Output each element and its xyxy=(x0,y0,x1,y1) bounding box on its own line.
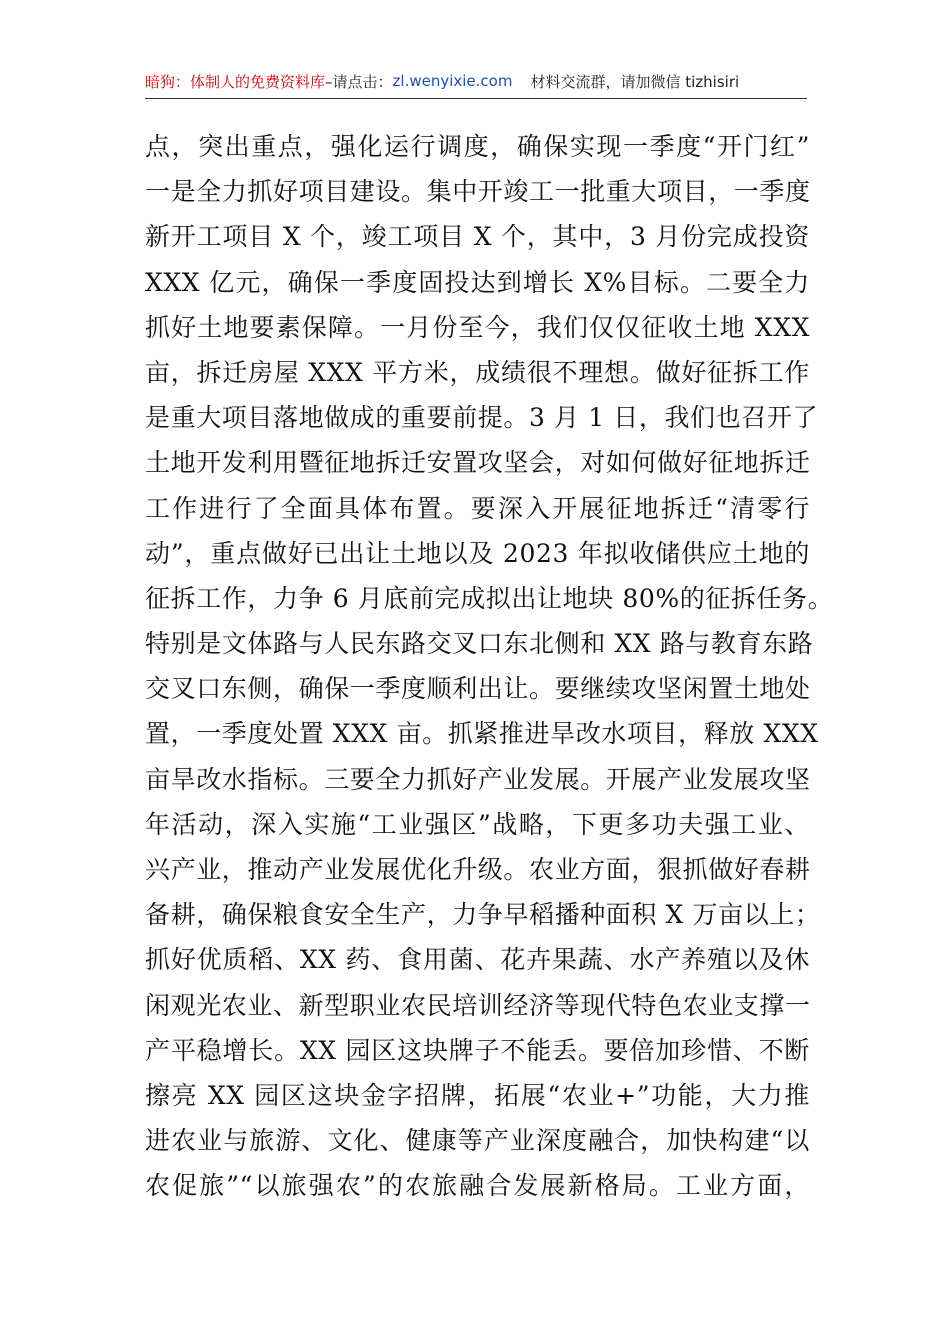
body-line: 新开工项目 X 个，竣工项目 X 个，其中，3 月份完成投资 xyxy=(145,222,810,252)
body-line: 亩，拆迁房屋 XXX 平方米，成绩很不理想。做好征拆工作 xyxy=(145,357,810,387)
site-url-link[interactable]: zl.wenyixie.com xyxy=(392,72,513,90)
body-line: 产平稳增长。XX 园区这块牌子不能丢。要倍加珍惜、不断 xyxy=(145,1035,810,1065)
document-body xyxy=(145,124,834,1209)
body-line: 抓好优质稻、XX 药、食用菌、花卉果蔬、水产养殖以及休 xyxy=(145,945,810,975)
body-line: 点，突出重点，强化运行调度，确保实现一季度“开门红” xyxy=(145,132,810,161)
body-line: 擦亮 XX 园区这块金字招牌，拓展“农业+”功能，大力推 xyxy=(145,1080,810,1110)
body-line: 交叉口东侧，确保一季度顺利出让。要继续攻坚闲置土地处 xyxy=(145,674,811,704)
body-line: XXX 亿元，确保一季度固投达到增长 X%目标。二要全力 xyxy=(145,267,810,297)
body-line: 一是全力抓好项目建设。集中开竣工一批重大项目，一季度 xyxy=(145,177,811,207)
body-line: 土地开发利用暨征地拆迁安置攻坚会，对如何做好征地拆迁 xyxy=(145,448,811,478)
body-line: 亩旱改水指标。三要全力抓好产业发展。开展产业发展攻坚 xyxy=(145,764,811,794)
body-line: 年活动，深入实施“工业强区”战略，下更多功夫强工业、 xyxy=(145,809,810,839)
click-prompt: –请点击： xyxy=(325,72,393,91)
body-line: 置，一季度处置 XXX 亩。抓紧推进旱改水项目，释放 XXX xyxy=(145,719,819,749)
body-line: 农促旅”“以旅强农”的农旅融合发展新格局。工业方面， xyxy=(145,1171,810,1201)
body-line: 进农业与旅游、文化、健康等产业深度融合，加快构建“以 xyxy=(145,1126,810,1156)
body-line: 动”，重点做好已出让土地以及 2023 年拟收储供应土地的 xyxy=(145,538,810,568)
body-line: 特别是文体路与人民东路交叉口东北侧和 XX 路与教育东路 xyxy=(145,629,814,659)
body-line: 备耕，确保粮食安全生产，力争早稻播种面积 X 万亩以上； xyxy=(145,900,821,930)
body-line: 兴产业，推动产业发展优化升级。农业方面，狠抓做好春耕 xyxy=(145,855,811,884)
page-header xyxy=(145,64,807,99)
body-line: 抓好土地要素保障。一月份至今，我们仅仅征收土地 XXX xyxy=(145,312,810,342)
body-line: 闲观光农业、新型职业农民培训经济等现代特色农业支撑一 xyxy=(145,990,811,1020)
body-line: 征拆工作，力争 6 月底前完成拟出让地块 80%的征拆任务。 xyxy=(145,583,834,613)
site-name: 暗狗：体制人的免费资料库 xyxy=(145,72,326,91)
body-line: 是重大项目落地做成的重要前提。3 月 1 日，我们也召开了 xyxy=(145,403,819,433)
wechat-group-text: 材料交流群，请加微信 tizhisiri xyxy=(530,72,740,91)
body-line: 工作进行了全面具体布置。要深入开展征地拆迁“清零行 xyxy=(145,493,810,523)
